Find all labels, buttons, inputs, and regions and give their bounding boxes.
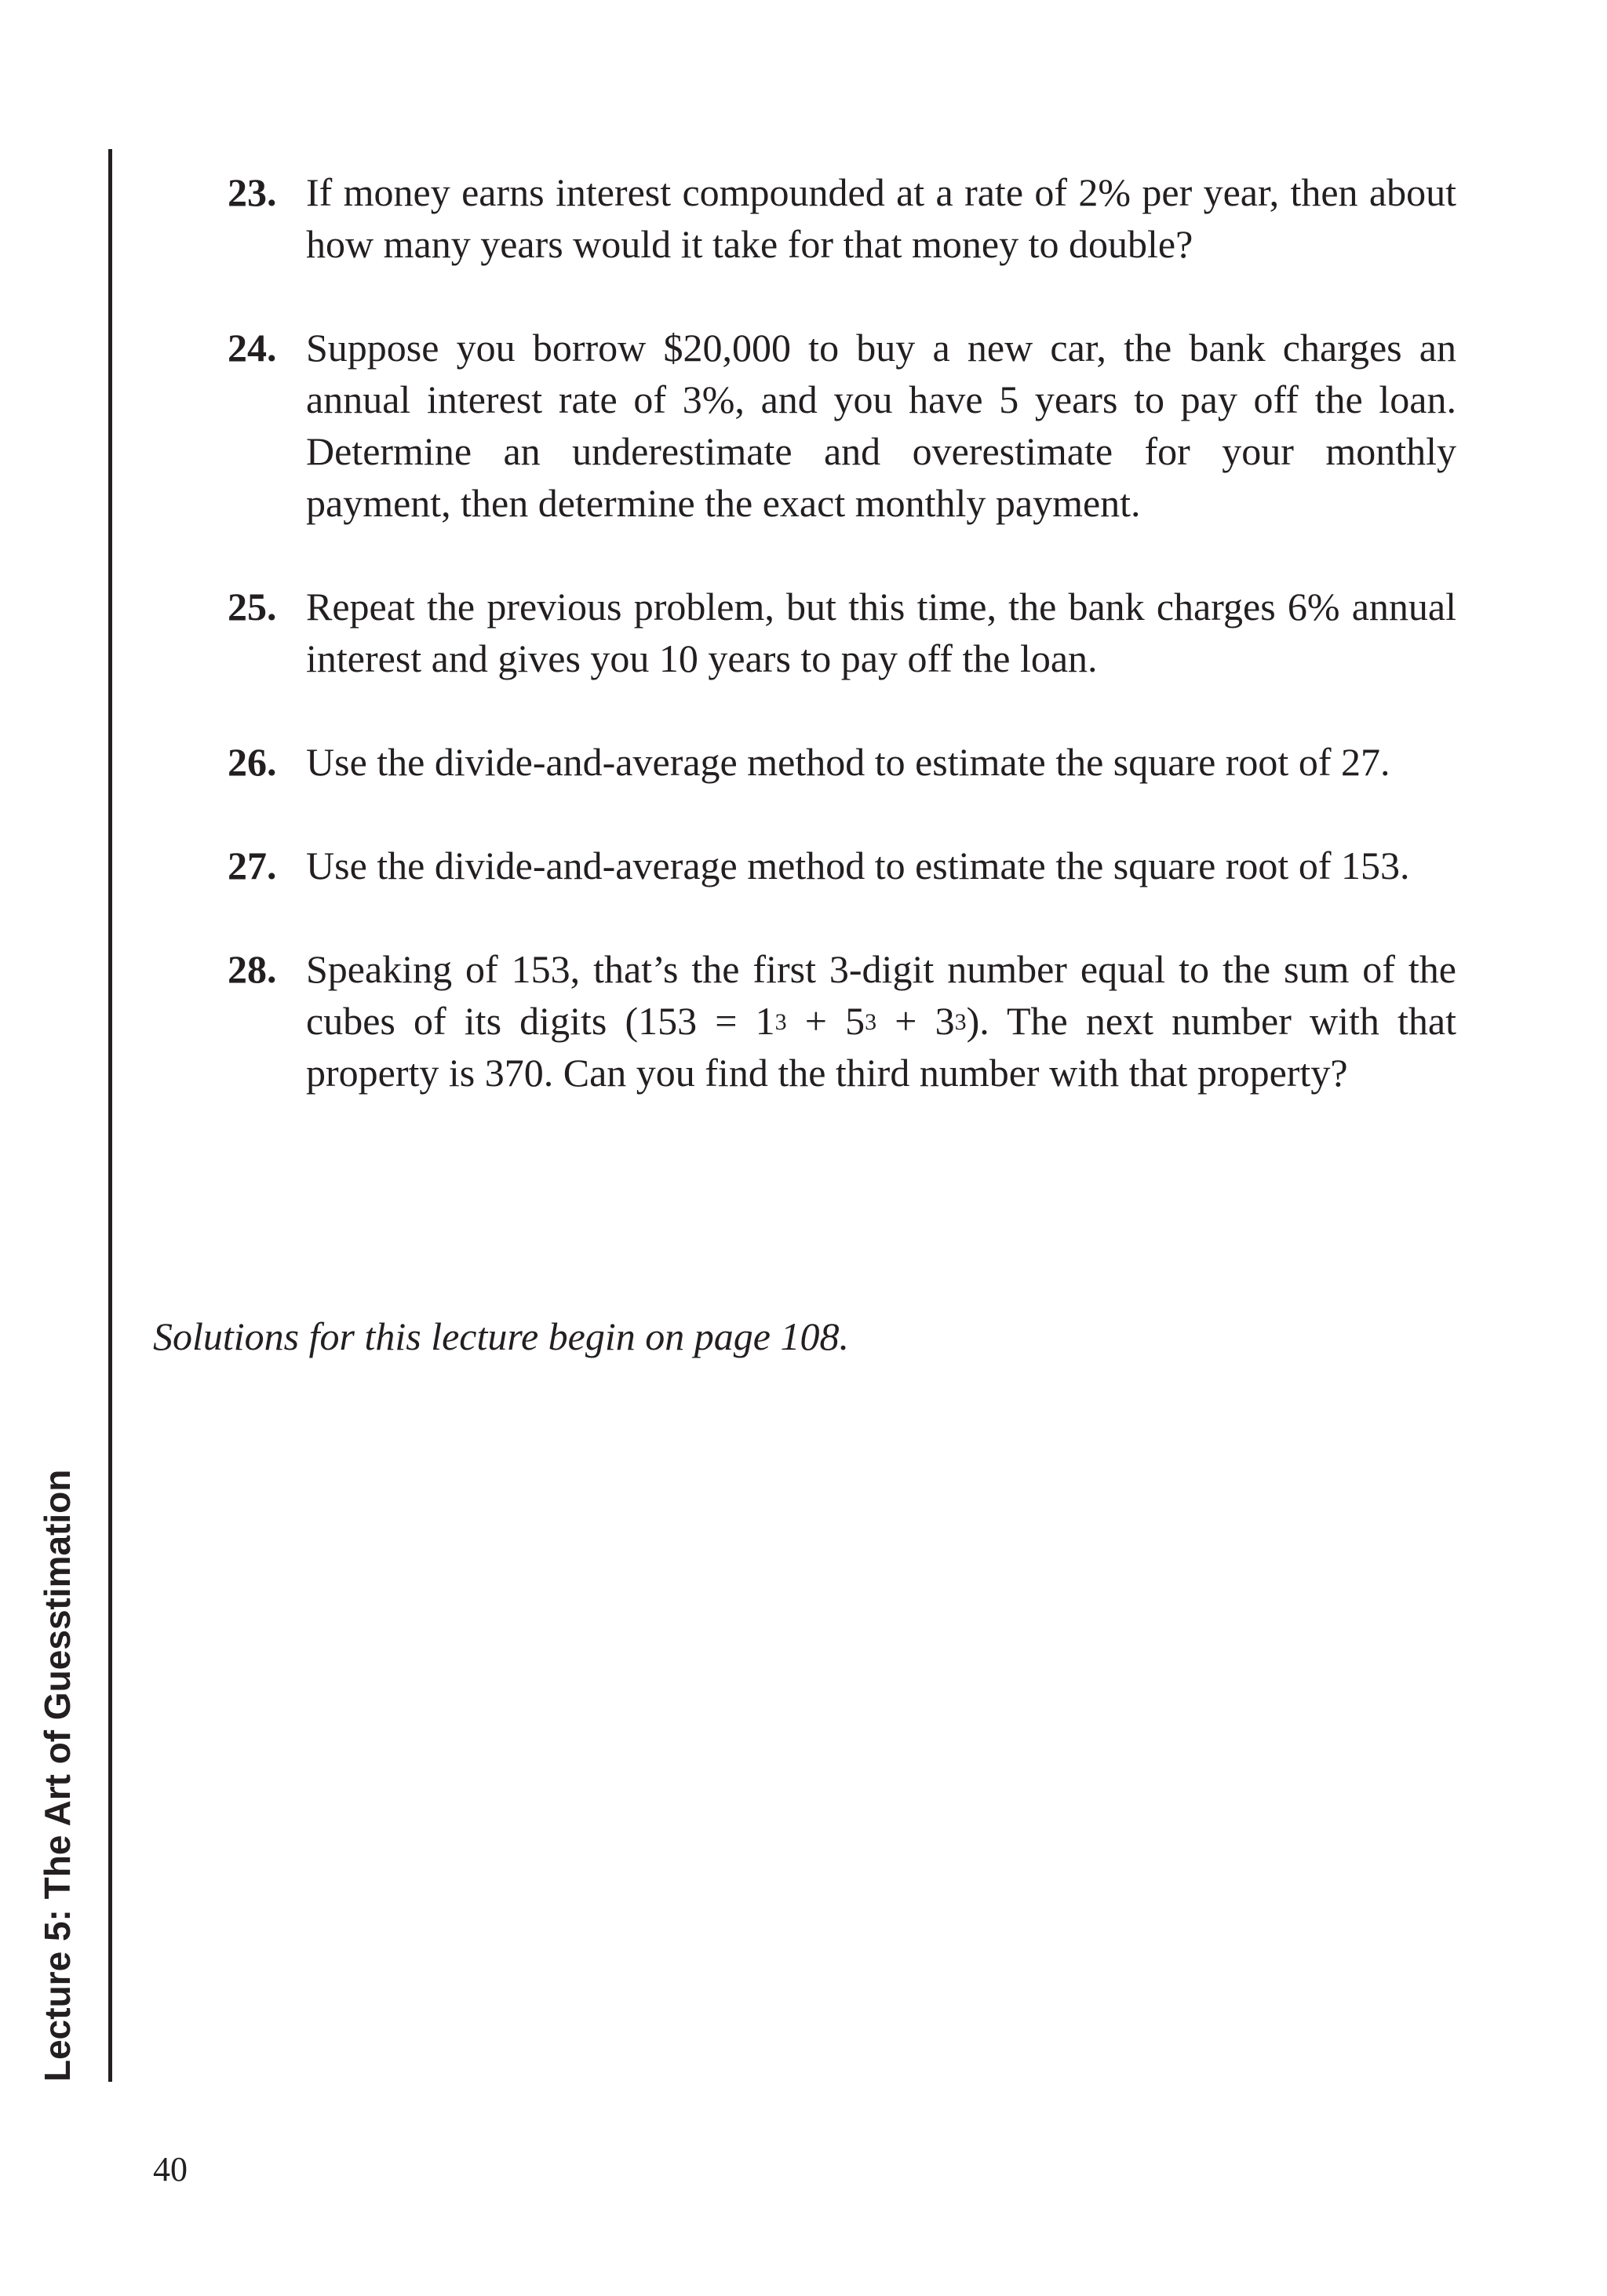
- problem-text: [306, 943, 1456, 1099]
- problem-28: [228, 943, 1456, 1099]
- problem-number: 26.: [228, 740, 277, 784]
- problem-25: [228, 581, 1456, 684]
- problem-text: Repeat the previous problem, but this time, the bank charges 6% annual interest and gives you 10 years to pay off the loan.: [306, 585, 1456, 680]
- problem-text: Use the divide-and-average method to estimate the square root of 153.: [306, 844, 1410, 887]
- problem-26: [228, 736, 1456, 788]
- running-head-text: Lecture 5: The Art of Guesstimation: [37, 1469, 78, 2082]
- problem-text-part: ). The next number with that property is 370. Can you find the third number with that property?: [306, 999, 1457, 1095]
- problem-text: If money earns interest compounded at a rate of 2% per year, then about how many years would it take for that money to double?: [306, 170, 1456, 266]
- problem-number: 24.: [228, 326, 277, 370]
- page-number: 40: [153, 2150, 188, 2188]
- problem-23: [228, 166, 1456, 270]
- problem-number: 28.: [228, 947, 277, 991]
- problem-text-part: Speaking of 153, that’s the first 3-digit number equal to the sum of the cubes of its digits (153 = 1: [306, 947, 1456, 1043]
- problem-text: Suppose you borrow $20,000 to buy a new car, the bank charges an annual interest rate of 3%, and you have 5 years to pay off the loan. Determine an underestimate and overestimate for your monthly payment, then determine the exact monthly payment.: [306, 326, 1456, 525]
- problem-number: 23.: [228, 170, 277, 214]
- problem-27: [228, 840, 1456, 891]
- solutions-note: Solutions for this lecture begin on page 108.: [153, 1314, 849, 1358]
- problem-number: 25.: [228, 585, 277, 629]
- problem-24: [228, 322, 1456, 529]
- problem-number: 27.: [228, 844, 277, 887]
- problem-text-part: + 3: [876, 999, 955, 1043]
- side-rule: [108, 149, 112, 2082]
- problem-text: Use the divide-and-average method to estimate the square root of 27.: [306, 740, 1390, 784]
- problem-list: [228, 166, 1456, 1150]
- superscript: 3: [865, 1009, 877, 1035]
- superscript: 3: [954, 1009, 967, 1035]
- problem-text-part: + 5: [786, 999, 865, 1043]
- superscript: 3: [774, 1009, 787, 1035]
